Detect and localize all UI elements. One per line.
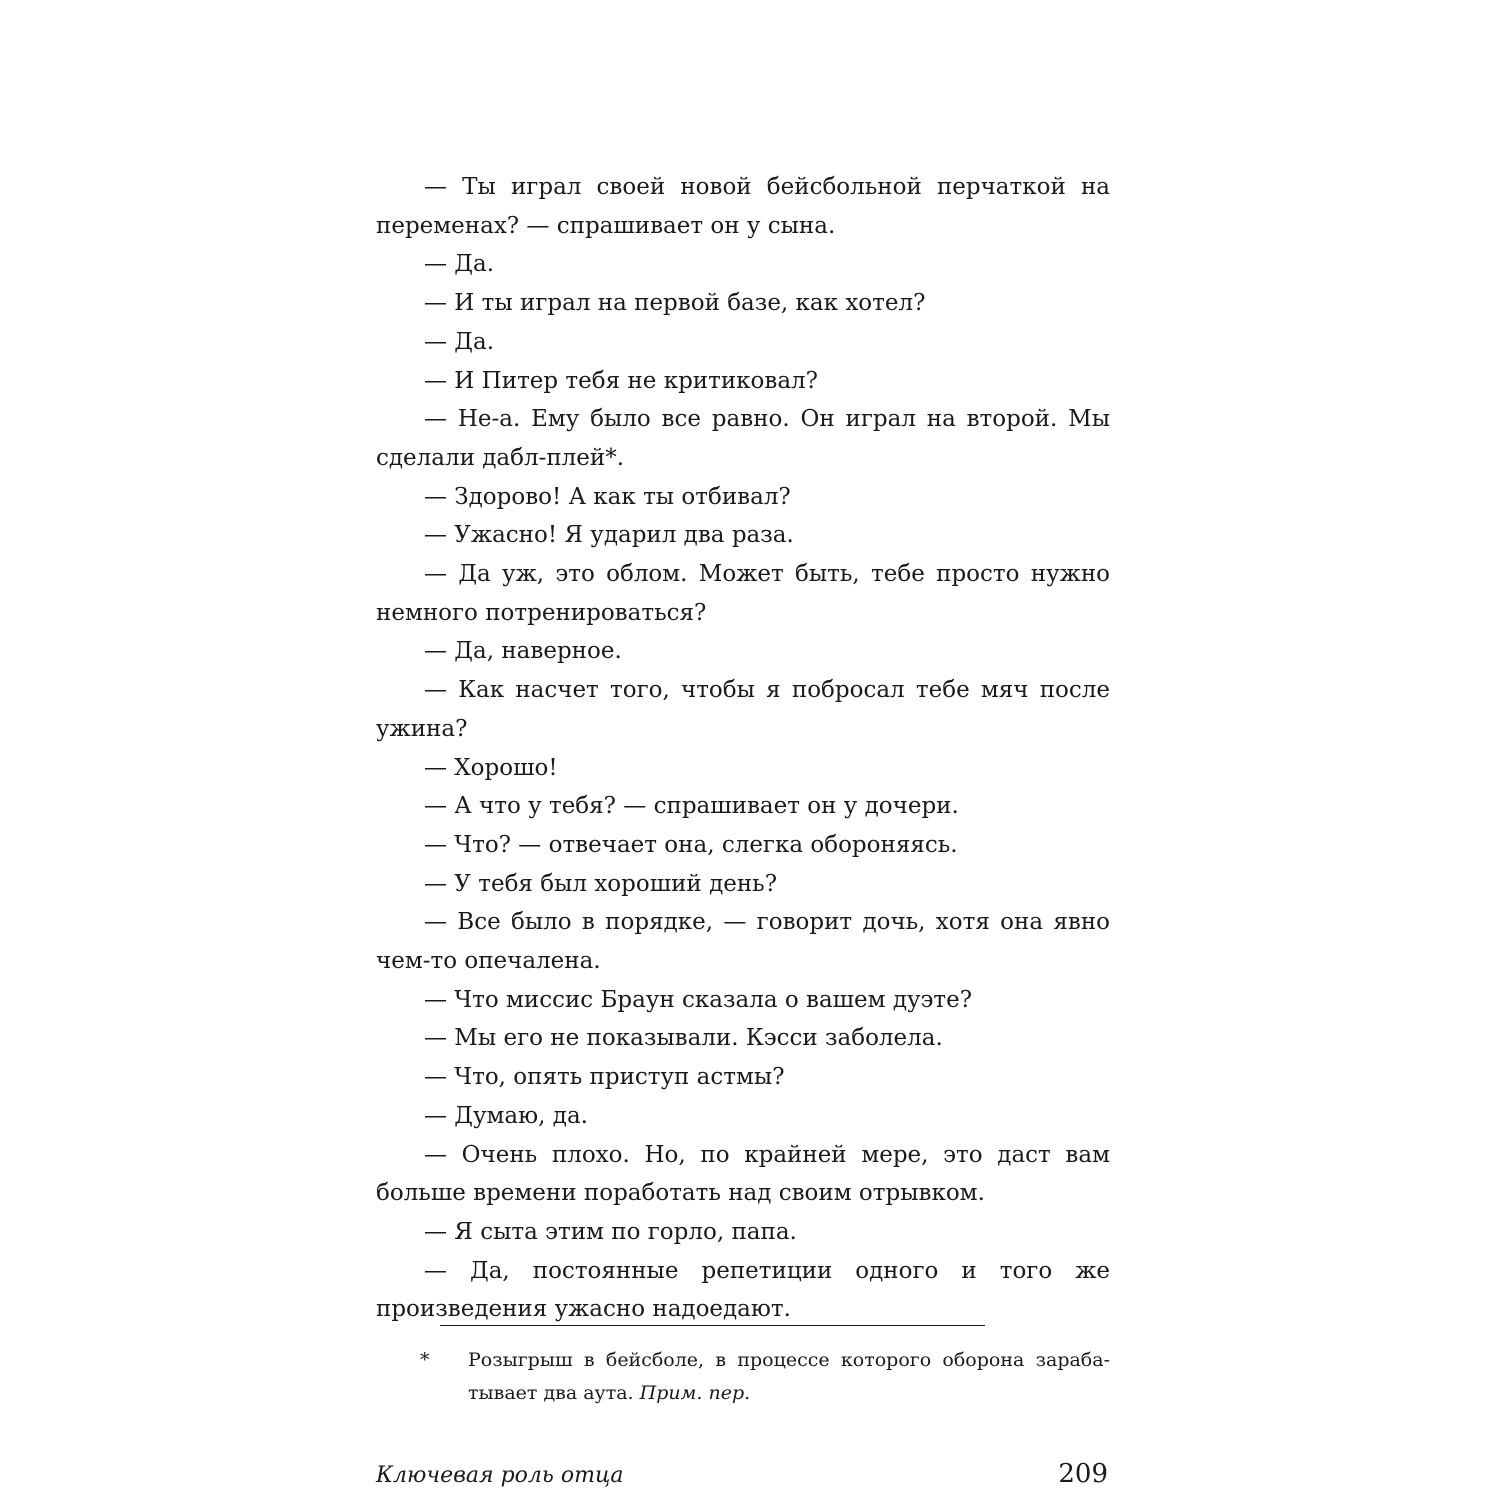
paragraph-2: — Да.: [424, 251, 495, 278]
paragraph-7: — Здорово! А как ты отбивал?: [424, 483, 791, 510]
paragraph-21: — Очень плохо. Но, по крайней мере, это даст вам больше времени поработать над своим отрывком.: [376, 1141, 1110, 1207]
footnote: [420, 1344, 1110, 1410]
paragraph-17: — Что миссис Браун сказала о вашем дуэте?: [424, 986, 973, 1013]
paragraph-6: — Не-а. Ему было все равно. Он играл на второй. Мы сделали дабл-плей*.: [376, 406, 1110, 471]
paragraph-22: — Я сыта этим по горло, папа.: [424, 1218, 797, 1245]
paragraph-8: — Ужасно! Я ударил два раза.: [424, 522, 794, 549]
footnote-marker: *: [420, 1349, 430, 1371]
paragraph-10: — Да, наверное.: [424, 638, 622, 665]
paragraph-3: — И ты играл на первой базе, как хотел?: [424, 290, 926, 317]
running-title: Ключевая роль отца: [376, 1463, 624, 1488]
translator-note: Прим. пер.: [639, 1382, 751, 1404]
paragraph-4: — Да.: [424, 328, 495, 355]
page-number: 209: [1058, 1459, 1108, 1489]
paragraph-18: — Мы его не показывали. Кэсси заболела.: [424, 1025, 943, 1052]
paragraph-19: — Что, опять приступ астмы?: [424, 1064, 785, 1091]
paragraph-13: — А что у тебя? — спрашивает он у дочери.: [424, 793, 959, 820]
footnote-text: Розыгрыш в бейсболе, в процессе которого оборона зарабатывает два аута.: [468, 1349, 1110, 1404]
paragraph-1: — Ты играл своей новой бейсбольной перчаткой на переменах? — спрашивает он у сына.: [376, 174, 1110, 239]
paragraph-23: — Да, постоянные репетиции одного и того же произведения ужасно надоедают.: [376, 1257, 1110, 1323]
paragraph-12: — Хорошо!: [424, 754, 558, 781]
footnote-divider: [440, 1325, 985, 1326]
main-text: [376, 168, 1110, 1329]
paragraph-9: — Да уж, это облом. Может быть, тебе просто нужно немного потренироваться?: [376, 561, 1110, 626]
paragraph-14: — Что? — отвечает она, слегка обороняясь.: [424, 831, 958, 858]
paragraph-15: — У тебя был хороший день?: [424, 870, 778, 897]
paragraph-11: — Как насчет того, чтобы я побросал тебе мяч после ужина?: [376, 677, 1110, 742]
paragraph-16: — Все было в порядке, — говорит дочь, хотя она явно чем-то опечалена.: [376, 909, 1110, 975]
paragraph-5: — И Питер тебя не критиковал?: [424, 367, 818, 394]
footnote-body: [468, 1344, 1110, 1410]
paragraph-20: — Думаю, да.: [424, 1102, 588, 1129]
